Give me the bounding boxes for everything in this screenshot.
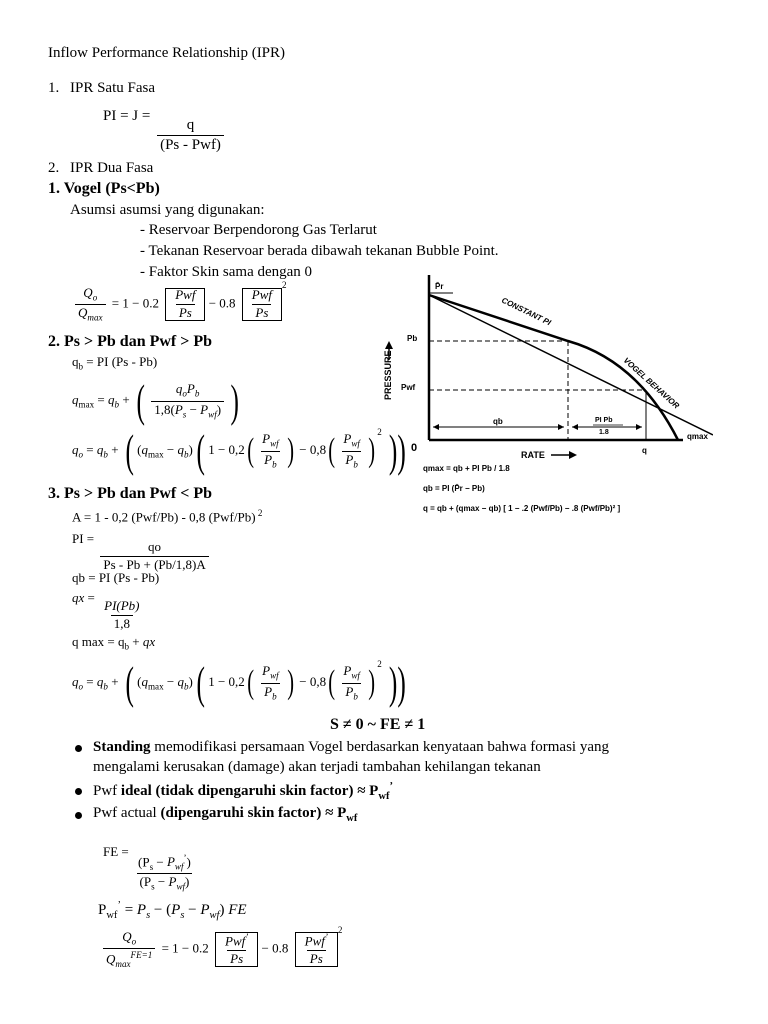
page-title: Inflow Performance Relationship (IPR) — [48, 45, 286, 61]
bullet-standing-cont: mengalami kerusakan (damage) akan terjadi tambahan kehilangan tekanan — [93, 759, 541, 775]
case3-qb-equation: qb = PI (Ps - Pb) — [72, 570, 160, 585]
bullet-icon — [75, 788, 82, 795]
case3-qmax-equation: q $\max = q_b$ + qx — [72, 634, 156, 652]
pwf-ideal-equation: $P_{wf}^’ = P_s - (P_s - P_{wf})$ FE — [98, 900, 247, 921]
bullet-icon — [75, 812, 82, 819]
qb-arrow-right-icon — [558, 424, 564, 430]
case3-heading: 3. Ps > Pb dan Pwf < Pb — [48, 485, 213, 502]
pipb-arrow-left-icon — [572, 424, 578, 430]
graph-equation-qb: qb = PI (P̄r − Pb) — [423, 484, 485, 493]
bullet-pwf-ideal: Pwf ideal (tidak dipengaruhi skin factor) ≈ $P_{wf}^’$ — [93, 781, 393, 802]
graph-equation-qmax: qmax = qb + PI Pb / 1.8 — [423, 464, 510, 473]
pr-label: P̄r — [435, 282, 444, 291]
standing-equation: $\frac{Q_o}{Q_{max}^{FE=1}}$ = 1 − 0.2 $\frac{Pwf^’}{Ps}$ − 0.8 $\frac{Pwf^’}{Ps}$ $^2$ — [100, 930, 342, 969]
pipb-denominator: 1.8 — [599, 429, 609, 436]
case2-qmax-equation: $q_{max} = q_b$ + ( $\frac{q_oP_b}{1,8(P_s - P_{wf})}$ ) — [72, 375, 239, 426]
case2-qo-equation: $q_o = q_b$ + ( $(q_{max} - q_b)$( 1 − 0,2( $\frac{P_{wf}}{P_b}$ ) − 0,8( $\frac{P_{wf}}{P_b}$ )$^2$ )) — [72, 425, 406, 476]
pi-equation-lhs: PI = J = — [103, 108, 151, 124]
x-axis-label: RATE — [521, 450, 545, 460]
section-1-number: 1. — [48, 80, 60, 96]
pi-equation — [103, 108, 227, 155]
pwf-label: Pwf — [401, 383, 416, 392]
y-arrow-icon — [385, 341, 393, 349]
qmax-label: qmax — [687, 432, 708, 441]
vogel-equation: $\frac{Q_o}{Q_{max}}$ = 1 − 0.2 $\frac{\text{Pwf}}{Ps}$ − 0.8 $\frac{\text{Pwf}}{Ps}$ $^2$ — [72, 286, 287, 323]
section-2-number: 2. — [48, 160, 60, 176]
x-arrow-icon — [569, 451, 577, 459]
assumption-item: - Faktor Skin sama dengan 0 — [140, 264, 313, 280]
qb-arrow-left-icon — [433, 424, 439, 430]
assumption-item: - Tekanan Reservoar berada dibawah tekanan Bubble Point. — [140, 243, 499, 259]
assumption-item: - Reservoar Berpendorong Gas Terlarut — [140, 222, 377, 238]
y-axis-label: PRESSURE — [383, 350, 393, 400]
section-2-label: IPR Dua Fasa — [70, 160, 154, 176]
pi-equation-numerator: q — [186, 117, 195, 133]
bullet-standing: Standing memodifikasi persamaan Vogel berdasarkan kenyataan bahwa formasi yang — [93, 739, 609, 755]
fe-equation: FE = $\frac{(P_s - P_{wf}^’)}{(P_s - P_{wf})}$ — [103, 844, 191, 892]
case3-qo-equation: $q_o = q_b$ + ( $(q_{max} - q_b)$( 1 − 0,2( $\frac{P_{wf}}{P_b}$ ) − 0,8( $\frac{P_{wf}}{P_b}$ )$^2$ )) — [72, 657, 406, 708]
ipr-diagram — [383, 265, 713, 527]
case3-a-equation: A = 1 - 0,2 (Pwf/Pb) - 0,8 (Pwf/Pb) $^2$ — [72, 508, 263, 525]
q-label: q — [642, 446, 647, 455]
skin-condition: S ≠ 0 ~ FE ≠ 1 — [330, 716, 426, 733]
pb-label: Pb — [407, 334, 418, 343]
case3-qx-equation: qx = $\frac{PI(Pb)}{1,8}$ — [72, 590, 140, 631]
bullet-icon — [75, 745, 82, 752]
origin-label: 0 — [411, 442, 418, 454]
pipb-arrow-right-icon — [636, 424, 642, 430]
assumption-intro: Asumsi asumsi yang digunakan: — [70, 202, 265, 218]
constant-pi-line — [429, 295, 713, 435]
constant-pi-label: CONSTANT PI — [500, 295, 553, 328]
case2-heading: 2. Ps > Pb dan Pwf > Pb — [48, 333, 213, 350]
pi-equation-denominator: (Ps - Pwf) — [157, 135, 224, 154]
case2-qb-equation: $q_b$ = PI (Ps - Pb) — [72, 354, 158, 372]
vogel-behavior-label: VOGEL BEHAVIOR — [621, 355, 681, 411]
case3-pi-equation: PI = $\frac{qo}{Ps - Pb + (Pb/1,8)A}$ — [72, 532, 212, 573]
vogel-heading: 1. Vogel (Ps<Pb) — [48, 180, 160, 197]
section-1-label: IPR Satu Fasa — [70, 80, 156, 96]
qb-label: qb — [493, 417, 503, 426]
bullet-pwf-actual: Pwf actual (dipengaruhi skin factor) ≈ $P_{wf}$ — [93, 805, 358, 824]
graph-equation-q: q = qb + (qmax − qb) [ 1 − .2 (Pwf/Pb) − .8 (Pwf/Pb)² ] — [423, 504, 621, 513]
pipb-numerator: PI Pb — [595, 417, 613, 424]
